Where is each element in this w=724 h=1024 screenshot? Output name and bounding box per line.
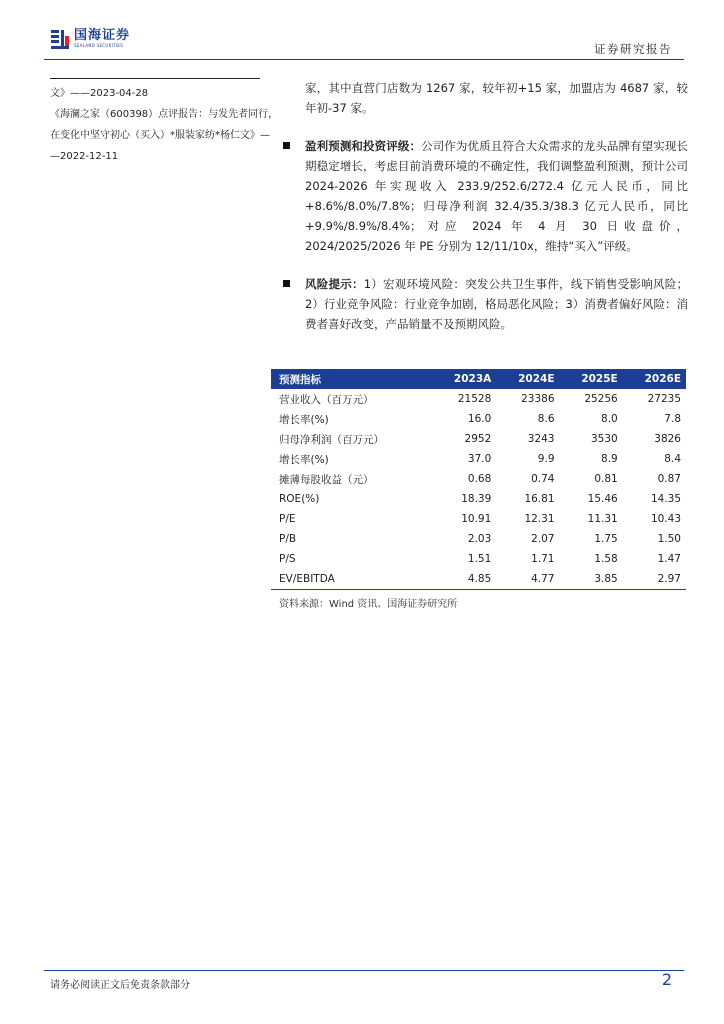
table-cell: 0.81 [594,473,618,485]
table-cell: 0.74 [531,473,555,485]
table-cell: 3826 [654,433,681,445]
table-row [271,509,686,529]
sidebar-line: —2022-12-11 [50,151,119,162]
risk-body: 1）宏观环境风险：突发公共卫生事件，线下销售受影响风险；2）行业竞争风险：行业竞争加剧，格局恶化风险；3）消费者偏好风险：消费者喜好改变，产品销量不及预期风险。 [305,277,688,331]
table-cell: 21528 [457,393,492,405]
forecast-body: 公司作为优质且符合大众需求的龙头品牌有望实现长期稳定增长，考虑目前消费环境的不确定性，我们调整盈利预测，预计公司 2024-2026 年实现收入 233.9/252.6/272.4 亿元人民币，同比+8.6%/8.0%/7.8%；归母净利润 32.4/35.3/38.3 亿元人民币，同比+9.9%/8.9%/8.4%；对应 2024 年 4 月 30 日收盘价，2024/2025/2026 年 PE 分别为 12/11/10x，维持“买入”评级。 [305,139,688,253]
row-label: 营业收入（百万元） [279,393,374,406]
table-row [271,529,686,549]
sidebar-line: 在变化中坚守初心（买入）*服装家纺*杨仁文》— [50,130,270,141]
table-cell: 0.68 [467,473,492,485]
column-header: 2024E [518,373,555,385]
table-row [271,429,686,449]
forecast-title: 盈利预测和投资评级： [305,139,422,153]
column-header: 2026E [644,373,681,385]
table-cell: 8.4 [664,453,681,465]
sidebar-divider [50,78,260,79]
table-cell: 4.77 [496,569,559,589]
table-cell: 9.9 [537,453,555,465]
forecast-table [271,369,686,590]
table-cell: 8.9 [601,453,618,465]
footer-disclaimer: 请务必阅读正文后免责条款部分 [50,980,190,991]
table-cell: 8.6 [537,413,555,425]
table-cell: 4.85 [432,569,497,589]
square-bullet-icon [283,280,290,287]
row-label: P/S [279,553,296,565]
row-label: 增长率(%) [279,413,329,426]
table-cell: 27235 [647,393,681,405]
main-content [283,78,688,334]
risk-section [283,274,688,334]
table-cell: 18.39 [461,493,492,505]
row-label: 摊薄每股收益（元） [279,473,374,486]
table-cell: 25256 [584,393,618,405]
table-cell: 12.31 [524,513,555,525]
table-row [271,449,686,469]
table-cell: 2.07 [531,533,555,545]
row-label: P/E [279,513,296,525]
table-cell: 2.03 [467,533,492,545]
table-cell: 14.35 [650,493,681,505]
table-cell: 1.47 [657,553,681,565]
table-cell: 37.0 [467,453,492,465]
row-label: 归母净利润（百万元） [279,433,384,446]
table-cell: 23386 [521,393,555,405]
company-logo [50,28,130,50]
table-source: 资料来源：Wind 资讯、国海证券研究所 [279,598,458,610]
table-cell: 3.85 [560,569,623,589]
square-bullet-icon [283,142,290,149]
table-cell: 10.91 [461,513,492,525]
table-cell: 10.43 [650,513,681,525]
sidebar-line: 《海澜之家（600398）点评报告：与发先者同行， [50,109,279,120]
table-cell: 1.75 [594,533,618,545]
column-header: 2025E [581,373,618,385]
table-cell: 3243 [527,433,555,445]
table-cell: 11.31 [587,513,618,525]
table-cell: 16.81 [524,493,555,505]
table-cell: 1.71 [531,553,555,565]
intro-paragraph: 家，其中直营门店数为 1267 家，较年初+15 家，加盟店为 4687 家，较年初-37 家。 [305,81,688,115]
related-reports-sidebar [50,78,279,167]
table-cell: 15.46 [587,493,618,505]
report-type: 证券研究报告 [594,42,672,56]
risk-title: 风险提示： [305,277,364,291]
sidebar-line: 文》——2023-04-28 [50,88,149,99]
table-cell: 1.58 [594,553,618,565]
logo-english: SEALAND SECURITIES [74,43,124,48]
table-row [271,549,686,569]
table-cell: 1.51 [467,553,492,565]
row-label: 增长率(%) [279,453,329,466]
table-cell: 2952 [464,433,492,445]
footer-divider [44,970,684,971]
table-cell: 16.0 [467,413,492,425]
row-label: P/B [279,533,297,545]
table-row [271,489,686,509]
table-cell: 7.8 [664,413,681,425]
logo-chinese: 国海证券 [74,28,131,43]
table-cell: 3530 [590,433,618,445]
table-row [271,389,686,409]
table-row [271,469,686,489]
table-cell: 2.97 [623,569,686,589]
table-row [271,569,686,589]
table-row [271,409,686,429]
page-header [0,0,724,64]
table-cell: 8.0 [601,413,618,425]
table-cell: 1.50 [657,533,681,545]
row-label: ROE(%) [279,493,320,505]
column-header: 2023A [453,373,492,385]
row-label: EV/EBITDA [271,569,432,589]
header-divider [44,59,684,60]
table-cell: 0.87 [657,473,681,485]
forecast-table-section [271,369,686,610]
page-number: 2 [661,970,672,989]
table-header-row [271,369,686,389]
column-header: 预测指标 [279,373,321,386]
sealand-logo-icon [50,28,70,50]
forecast-section [283,136,688,256]
